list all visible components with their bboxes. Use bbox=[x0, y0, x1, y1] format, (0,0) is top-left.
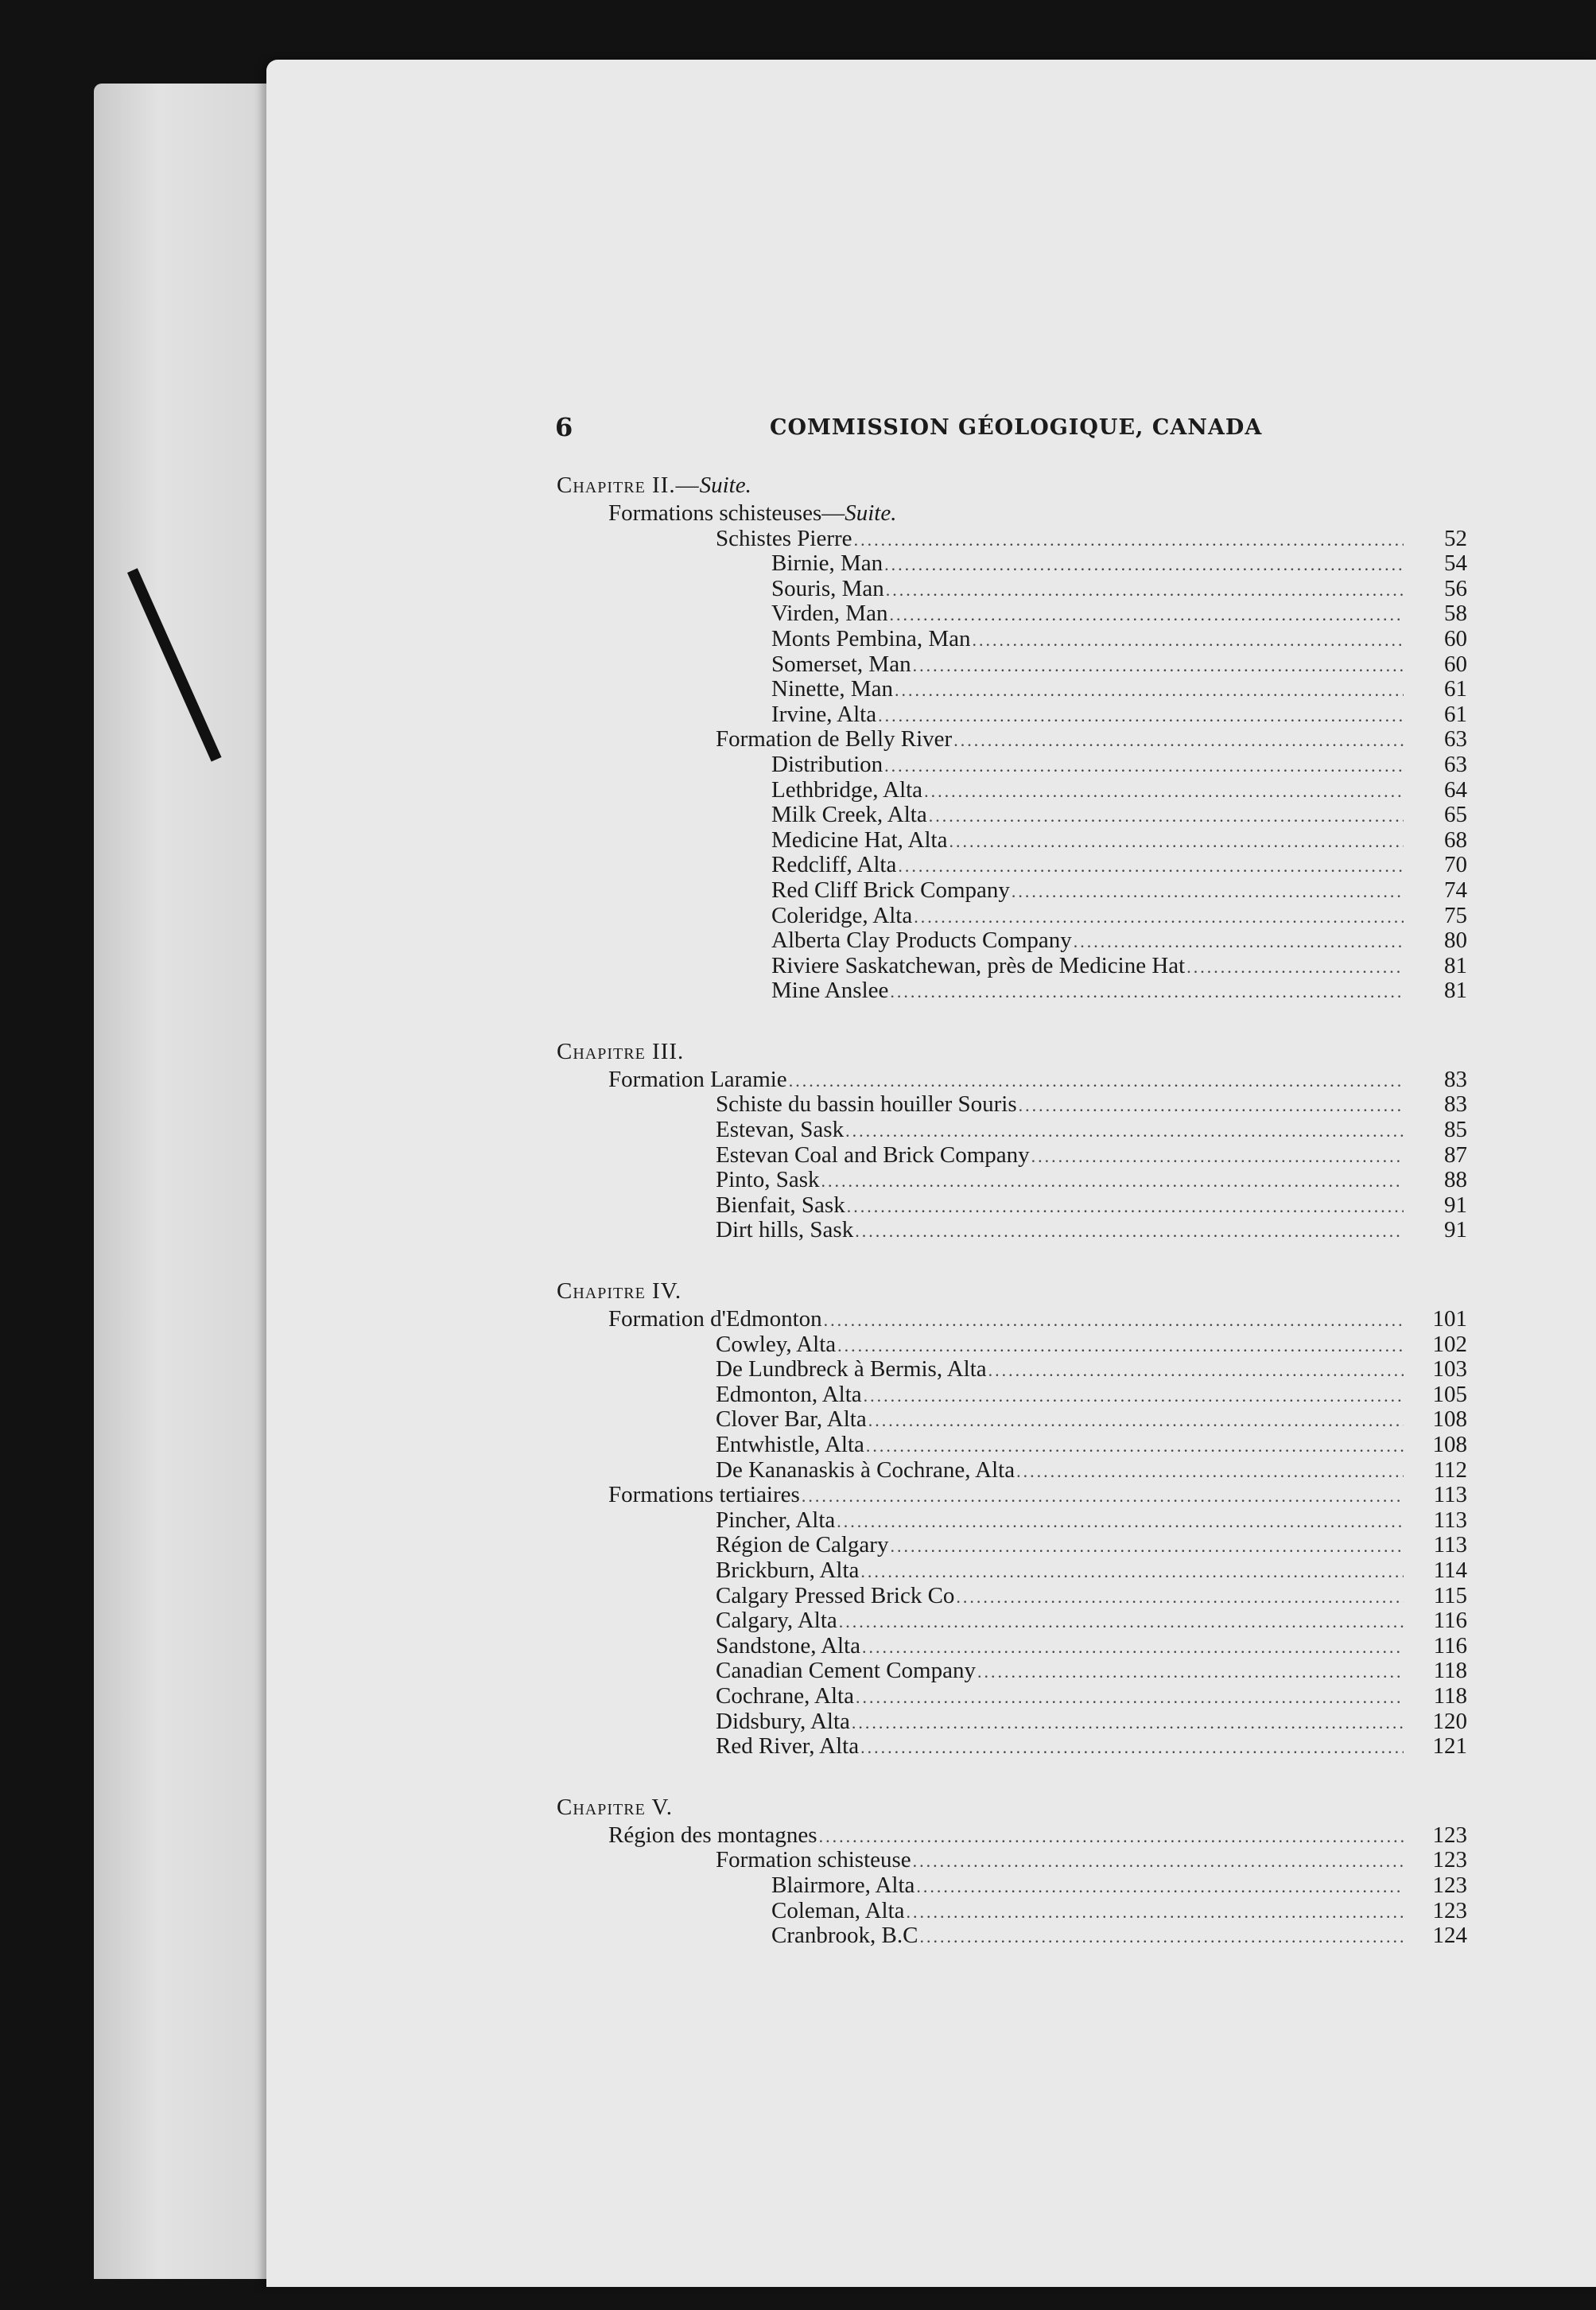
toc-page-number: 75 bbox=[1444, 902, 1467, 928]
table-of-contents bbox=[557, 469, 1467, 1949]
toc-entry-label bbox=[771, 828, 947, 854]
toc-entry-text: Formations schisteuses— bbox=[608, 500, 845, 526]
toc-entry bbox=[557, 752, 1467, 778]
dot-leader bbox=[973, 628, 1404, 653]
dot-leader bbox=[854, 527, 1404, 553]
toc-page-number: 123 bbox=[1432, 1897, 1467, 1923]
dot-leader bbox=[819, 1824, 1404, 1849]
toc-entry-text: Formation d'Edmonton bbox=[608, 1306, 822, 1332]
running-title: COMMISSION GÉOLOGIQUE, CANADA bbox=[770, 415, 1263, 440]
toc-entry-text: Red Cliff Brick Company bbox=[771, 877, 1010, 903]
toc-entry bbox=[557, 1307, 1467, 1332]
toc-entry bbox=[557, 1899, 1467, 1924]
toc-entry bbox=[557, 1684, 1467, 1709]
toc-page-number: 58 bbox=[1444, 601, 1467, 627]
toc-entry-label bbox=[771, 878, 1010, 904]
chapter-label: Chapitre III. bbox=[557, 1038, 685, 1064]
toc-page-number: 61 bbox=[1444, 676, 1467, 702]
toc-page-number: 116 bbox=[1433, 1632, 1467, 1659]
toc-page-number: 83 bbox=[1444, 1091, 1467, 1118]
toc-entry-label bbox=[716, 1558, 859, 1584]
toc-page-number: 80 bbox=[1444, 928, 1467, 954]
toc-entry bbox=[557, 1823, 1467, 1849]
toc-page-number: 123 bbox=[1432, 1822, 1467, 1848]
toc-entry-label bbox=[716, 1508, 835, 1534]
toc-entry-label bbox=[771, 1873, 914, 1899]
chapter-label: Chapitre IV. bbox=[557, 1278, 682, 1305]
toc-entry-label bbox=[608, 1823, 817, 1849]
chapter-heading bbox=[557, 1791, 1467, 1823]
toc-entry-text: Bienfait, Sask bbox=[716, 1192, 845, 1218]
toc-page-number: 63 bbox=[1444, 751, 1467, 777]
toc-entry-label bbox=[771, 1923, 918, 1949]
toc-entry bbox=[557, 1193, 1467, 1219]
toc-entry-label bbox=[771, 652, 911, 678]
toc-entry bbox=[557, 878, 1467, 904]
toc-page-number: 64 bbox=[1444, 776, 1467, 803]
toc-entry-text: Riviere Saskatchewan, près de Medicine Hat bbox=[771, 952, 1186, 978]
dot-leader bbox=[847, 1194, 1404, 1219]
toc-page-number: 105 bbox=[1432, 1381, 1467, 1407]
toc-page-number: 115 bbox=[1433, 1582, 1467, 1608]
chapter-label: Chapitre V. bbox=[557, 1794, 673, 1820]
toc-entry bbox=[557, 652, 1467, 678]
toc-page-number: 63 bbox=[1444, 726, 1467, 752]
toc-page-number: 120 bbox=[1432, 1708, 1467, 1734]
toc-page-number: 65 bbox=[1444, 802, 1467, 828]
toc-entry bbox=[557, 778, 1467, 803]
toc-entry-text: Sandstone, Alta bbox=[716, 1632, 861, 1659]
toc-entry-label bbox=[716, 1634, 860, 1659]
toc-entry-label bbox=[716, 1193, 845, 1219]
toc-entry bbox=[557, 702, 1467, 728]
toc-entry-label bbox=[716, 1218, 853, 1243]
toc-entry bbox=[557, 1168, 1467, 1193]
toc-entry-text: Région des montagnes bbox=[608, 1822, 817, 1848]
toc-entry bbox=[557, 928, 1467, 954]
page-number: 6 bbox=[555, 412, 573, 442]
toc-entry-suffix: Suite. bbox=[845, 500, 897, 526]
toc-page-number: 118 bbox=[1433, 1682, 1467, 1709]
dot-leader bbox=[956, 1585, 1404, 1610]
toc-entry-text: Mine Anslee bbox=[771, 978, 889, 1004]
dot-leader bbox=[895, 678, 1404, 703]
toc-entry-text: Edmonton, Alta bbox=[716, 1381, 862, 1407]
dot-leader bbox=[789, 1068, 1404, 1094]
dot-leader bbox=[890, 979, 1404, 1005]
toc-entry bbox=[557, 1558, 1467, 1584]
dot-leader bbox=[890, 1534, 1404, 1559]
toc-entry bbox=[557, 1483, 1467, 1508]
toc-entry-text: Lethbridge, Alta bbox=[771, 776, 923, 803]
toc-entry bbox=[557, 1407, 1467, 1433]
toc-page-number: 112 bbox=[1433, 1456, 1467, 1483]
toc-entry-text: Didsbury, Alta bbox=[716, 1708, 850, 1734]
toc-entry-label bbox=[716, 1332, 836, 1358]
toc-entry-label bbox=[771, 752, 883, 778]
toc-entry-text: Distribution bbox=[771, 751, 883, 777]
toc-entry-text: De Kananaskis à Cochrane, Alta bbox=[716, 1456, 1015, 1483]
dot-leader bbox=[913, 1849, 1404, 1874]
toc-entry-label bbox=[716, 1118, 844, 1143]
toc-entry bbox=[557, 551, 1467, 577]
toc-entry bbox=[557, 1634, 1467, 1659]
toc-entry bbox=[557, 627, 1467, 652]
toc-entry-label bbox=[716, 1608, 837, 1634]
dot-leader bbox=[949, 829, 1404, 854]
dot-leader bbox=[837, 1333, 1404, 1359]
dot-leader bbox=[924, 779, 1404, 804]
toc-entry bbox=[557, 1218, 1467, 1243]
toc-entry-text: Estevan Coal and Brick Company bbox=[716, 1141, 1030, 1168]
toc-entry bbox=[557, 577, 1467, 602]
toc-entry-label bbox=[608, 1307, 822, 1332]
toc-page-number: 81 bbox=[1444, 952, 1467, 978]
page-header bbox=[555, 412, 1350, 447]
dot-leader bbox=[884, 753, 1404, 779]
toc-page-number: 103 bbox=[1432, 1356, 1467, 1382]
dot-leader bbox=[1074, 929, 1404, 955]
toc-entry-label bbox=[771, 627, 971, 652]
toc-entry-text: Cranbrook, B.C bbox=[771, 1923, 918, 1949]
dot-leader bbox=[1031, 1144, 1404, 1169]
toc-entry-label bbox=[716, 1433, 864, 1458]
toc-page-number: 70 bbox=[1444, 852, 1467, 878]
toc-entry-text: Canadian Cement Company bbox=[716, 1658, 976, 1684]
toc-page-number: 91 bbox=[1444, 1192, 1467, 1218]
toc-entry-text: Birnie, Man bbox=[771, 550, 883, 577]
toc-page-number: 101 bbox=[1432, 1306, 1467, 1332]
toc-entry-text: Virden, Man bbox=[771, 601, 888, 627]
dot-leader bbox=[1012, 879, 1404, 904]
toc-entry-text: Schistes Pierre bbox=[716, 525, 852, 551]
dot-leader bbox=[856, 1685, 1404, 1710]
toc-page-number: 113 bbox=[1433, 1507, 1467, 1533]
dot-leader bbox=[862, 1635, 1404, 1660]
dot-leader bbox=[864, 1383, 1404, 1409]
toc-entry-label bbox=[716, 527, 852, 552]
toc-entry-text: Coleman, Alta bbox=[771, 1897, 905, 1923]
toc-entry bbox=[557, 527, 1467, 552]
toc-entry-label bbox=[771, 904, 912, 929]
dot-leader bbox=[916, 1874, 1404, 1900]
toc-entry bbox=[557, 978, 1467, 1004]
toc-page-number: 74 bbox=[1444, 877, 1467, 903]
toc-page-number: 85 bbox=[1444, 1117, 1467, 1143]
toc-entry-label bbox=[716, 1458, 1015, 1484]
dot-leader bbox=[878, 703, 1404, 729]
toc-entry-text: Formation Laramie bbox=[608, 1066, 787, 1092]
toc-entry-text: Redcliff, Alta bbox=[771, 852, 897, 878]
toc-page-number: 114 bbox=[1433, 1557, 1467, 1583]
toc-page-number: 113 bbox=[1433, 1482, 1467, 1508]
toc-entry-label bbox=[716, 1407, 867, 1433]
dot-leader bbox=[802, 1484, 1404, 1509]
dot-leader bbox=[824, 1308, 1404, 1333]
toc-entry-label bbox=[716, 1168, 820, 1193]
dot-leader bbox=[913, 653, 1404, 679]
toc-entry bbox=[557, 828, 1467, 854]
toc-entry-label bbox=[716, 1734, 859, 1760]
toc-entry bbox=[557, 803, 1467, 828]
toc-page-number: 88 bbox=[1444, 1167, 1467, 1193]
dot-leader bbox=[845, 1118, 1404, 1144]
toc-page-number: 118 bbox=[1433, 1658, 1467, 1684]
toc-page-number: 56 bbox=[1444, 575, 1467, 601]
toc-entry-text: Souris, Man bbox=[771, 575, 884, 601]
dot-leader bbox=[1186, 955, 1404, 980]
toc-entry-label bbox=[771, 601, 887, 627]
toc-entry-text: Pincher, Alta bbox=[716, 1507, 836, 1533]
dot-leader bbox=[898, 854, 1404, 879]
toc-page-number: 68 bbox=[1444, 826, 1467, 853]
toc-page-number: 102 bbox=[1432, 1331, 1467, 1357]
toc-entry-label bbox=[716, 1357, 987, 1382]
toc-page-number: 121 bbox=[1432, 1733, 1467, 1760]
toc-entry bbox=[557, 1382, 1467, 1408]
dot-leader bbox=[855, 1219, 1404, 1244]
toc-page-number: 83 bbox=[1444, 1066, 1467, 1092]
toc-entry-label bbox=[771, 577, 884, 602]
dot-leader bbox=[988, 1358, 1404, 1383]
toc-entry-label bbox=[716, 1092, 1017, 1118]
toc-entry-text: Irvine, Alta bbox=[771, 701, 877, 727]
toc-entry-text: Calgary Pressed Brick Co bbox=[716, 1582, 955, 1608]
toc-entry bbox=[557, 1584, 1467, 1609]
toc-entry bbox=[557, 1433, 1467, 1458]
dot-leader bbox=[929, 803, 1404, 829]
toc-entry-label bbox=[771, 1899, 905, 1924]
toc-page-number: 108 bbox=[1432, 1406, 1467, 1433]
toc-page-number: 91 bbox=[1444, 1217, 1467, 1243]
toc-entry-label bbox=[771, 954, 1185, 979]
toc-page-number: 60 bbox=[1444, 651, 1467, 677]
chapter-suffix: Suite. bbox=[699, 472, 751, 498]
chapter-heading bbox=[557, 1275, 1467, 1307]
toc-entry-text: Estevan, Sask bbox=[716, 1117, 845, 1143]
chapter-heading bbox=[557, 469, 1467, 501]
toc-entry-text: Pinto, Sask bbox=[716, 1167, 820, 1193]
chapter-heading bbox=[557, 1036, 1467, 1068]
toc-entry-text: De Lundbreck à Bermis, Alta bbox=[716, 1356, 987, 1382]
toc-entry-text: Cochrane, Alta bbox=[716, 1682, 854, 1709]
toc-entry-label bbox=[771, 803, 927, 828]
toc-page-number: 61 bbox=[1444, 701, 1467, 727]
toc-entry-label bbox=[771, 778, 922, 803]
toc-entry bbox=[557, 1118, 1467, 1143]
dot-leader bbox=[1019, 1093, 1404, 1118]
toc-entry bbox=[557, 1659, 1467, 1684]
toc-entry bbox=[557, 1848, 1467, 1873]
toc-page-number: 113 bbox=[1433, 1532, 1467, 1558]
toc-entry-text: Somerset, Man bbox=[771, 651, 911, 677]
toc-entry-label bbox=[716, 1848, 911, 1873]
dot-leader bbox=[919, 1924, 1404, 1950]
toc-entry-label bbox=[608, 1483, 800, 1508]
chapter-label: Chapitre II.— bbox=[557, 472, 700, 498]
toc-entry-label bbox=[608, 501, 897, 527]
toc-entry-text: Monts Pembina, Man bbox=[771, 625, 971, 651]
dot-leader bbox=[821, 1169, 1404, 1194]
toc-page-number: 116 bbox=[1433, 1608, 1467, 1634]
toc-entry-text: Calgary, Alta bbox=[716, 1608, 837, 1634]
toc-entry-label bbox=[608, 1068, 787, 1093]
toc-entry-label bbox=[771, 702, 876, 728]
toc-page-number: 123 bbox=[1432, 1872, 1467, 1898]
toc-entry-text: Ninette, Man bbox=[771, 676, 894, 702]
toc-entry-text: Formations tertiaires bbox=[608, 1482, 800, 1508]
toc-entry bbox=[557, 1873, 1467, 1899]
toc-entry bbox=[557, 677, 1467, 702]
dot-leader bbox=[839, 1609, 1404, 1635]
toc-entry bbox=[557, 1508, 1467, 1534]
dot-leader bbox=[860, 1559, 1404, 1585]
toc-entry-label bbox=[716, 1143, 1030, 1169]
toc-entry-text: Dirt hills, Sask bbox=[716, 1217, 854, 1243]
dot-leader bbox=[866, 1433, 1404, 1459]
toc-entry bbox=[557, 501, 1467, 527]
toc-entry-text: Région de Calgary bbox=[716, 1532, 889, 1558]
toc-page-number: 54 bbox=[1444, 550, 1467, 577]
dot-leader bbox=[886, 578, 1404, 603]
toc-entry bbox=[557, 1734, 1467, 1760]
toc-entry-label bbox=[716, 1684, 854, 1709]
toc-entry-text: Coleridge, Alta bbox=[771, 902, 913, 928]
toc-entry-text: Clover Bar, Alta bbox=[716, 1406, 867, 1433]
book-left-edge bbox=[94, 84, 278, 2279]
toc-entry-text: Cowley, Alta bbox=[716, 1331, 837, 1357]
dot-leader bbox=[914, 904, 1404, 930]
toc-entry-label bbox=[771, 677, 893, 702]
dot-leader bbox=[1016, 1459, 1404, 1484]
toc-entry-label bbox=[716, 1709, 850, 1735]
dot-leader bbox=[889, 602, 1404, 628]
dot-leader bbox=[837, 1509, 1404, 1534]
toc-page-number: 60 bbox=[1444, 625, 1467, 651]
toc-page-number: 124 bbox=[1432, 1923, 1467, 1949]
toc-entry bbox=[557, 727, 1467, 752]
toc-page-number: 123 bbox=[1432, 1847, 1467, 1873]
toc-entry-text: Milk Creek, Alta bbox=[771, 802, 927, 828]
toc-entry bbox=[557, 853, 1467, 878]
toc-entry bbox=[557, 1533, 1467, 1558]
toc-entry bbox=[557, 1092, 1467, 1118]
toc-entry-label bbox=[716, 727, 952, 752]
toc-entry-text: Formation de Belly River bbox=[716, 726, 953, 752]
toc-entry-label bbox=[716, 1382, 862, 1408]
toc-entry-text: Red River, Alta bbox=[716, 1733, 860, 1760]
toc-entry-text: Entwhistle, Alta bbox=[716, 1432, 864, 1457]
toc-entry-text: Brickburn, Alta bbox=[716, 1557, 860, 1583]
toc-entry bbox=[557, 1923, 1467, 1949]
dot-leader bbox=[884, 552, 1404, 578]
toc-entry bbox=[557, 1709, 1467, 1735]
toc-entry-text: Blairmore, Alta bbox=[771, 1872, 915, 1898]
toc-entry-text: Formation schisteuse bbox=[716, 1847, 911, 1873]
toc-entry-label bbox=[716, 1659, 976, 1684]
toc-entry-label bbox=[716, 1584, 954, 1609]
toc-page-number: 87 bbox=[1444, 1141, 1467, 1168]
toc-entry bbox=[557, 1332, 1467, 1358]
toc-entry-text: Medicine Hat, Alta bbox=[771, 826, 948, 853]
toc-entry-text: Schiste du bassin houiller Souris bbox=[716, 1091, 1017, 1118]
toc-page-number: 108 bbox=[1432, 1432, 1467, 1457]
toc-entry bbox=[557, 1357, 1467, 1382]
dot-leader bbox=[907, 1900, 1404, 1925]
toc-entry-label bbox=[716, 1533, 888, 1558]
dot-leader bbox=[953, 728, 1404, 753]
toc-entry bbox=[557, 1458, 1467, 1484]
toc-entry bbox=[557, 1608, 1467, 1634]
toc-page-number: 52 bbox=[1444, 525, 1467, 551]
toc-entry-label bbox=[771, 928, 1072, 954]
toc-entry bbox=[557, 1068, 1467, 1093]
dot-leader bbox=[852, 1710, 1404, 1736]
toc-entry bbox=[557, 601, 1467, 627]
toc-entry-text: Alberta Clay Products Company bbox=[771, 928, 1072, 954]
toc-entry bbox=[557, 904, 1467, 929]
toc-entry-label bbox=[771, 853, 896, 878]
dot-leader bbox=[860, 1735, 1404, 1760]
toc-entry-label bbox=[771, 551, 883, 577]
dot-leader bbox=[868, 1408, 1404, 1433]
toc-entry bbox=[557, 954, 1467, 979]
toc-entry bbox=[557, 1143, 1467, 1169]
dot-leader bbox=[977, 1659, 1404, 1685]
toc-page-number: 81 bbox=[1444, 978, 1467, 1004]
toc-entry-label bbox=[771, 978, 888, 1004]
